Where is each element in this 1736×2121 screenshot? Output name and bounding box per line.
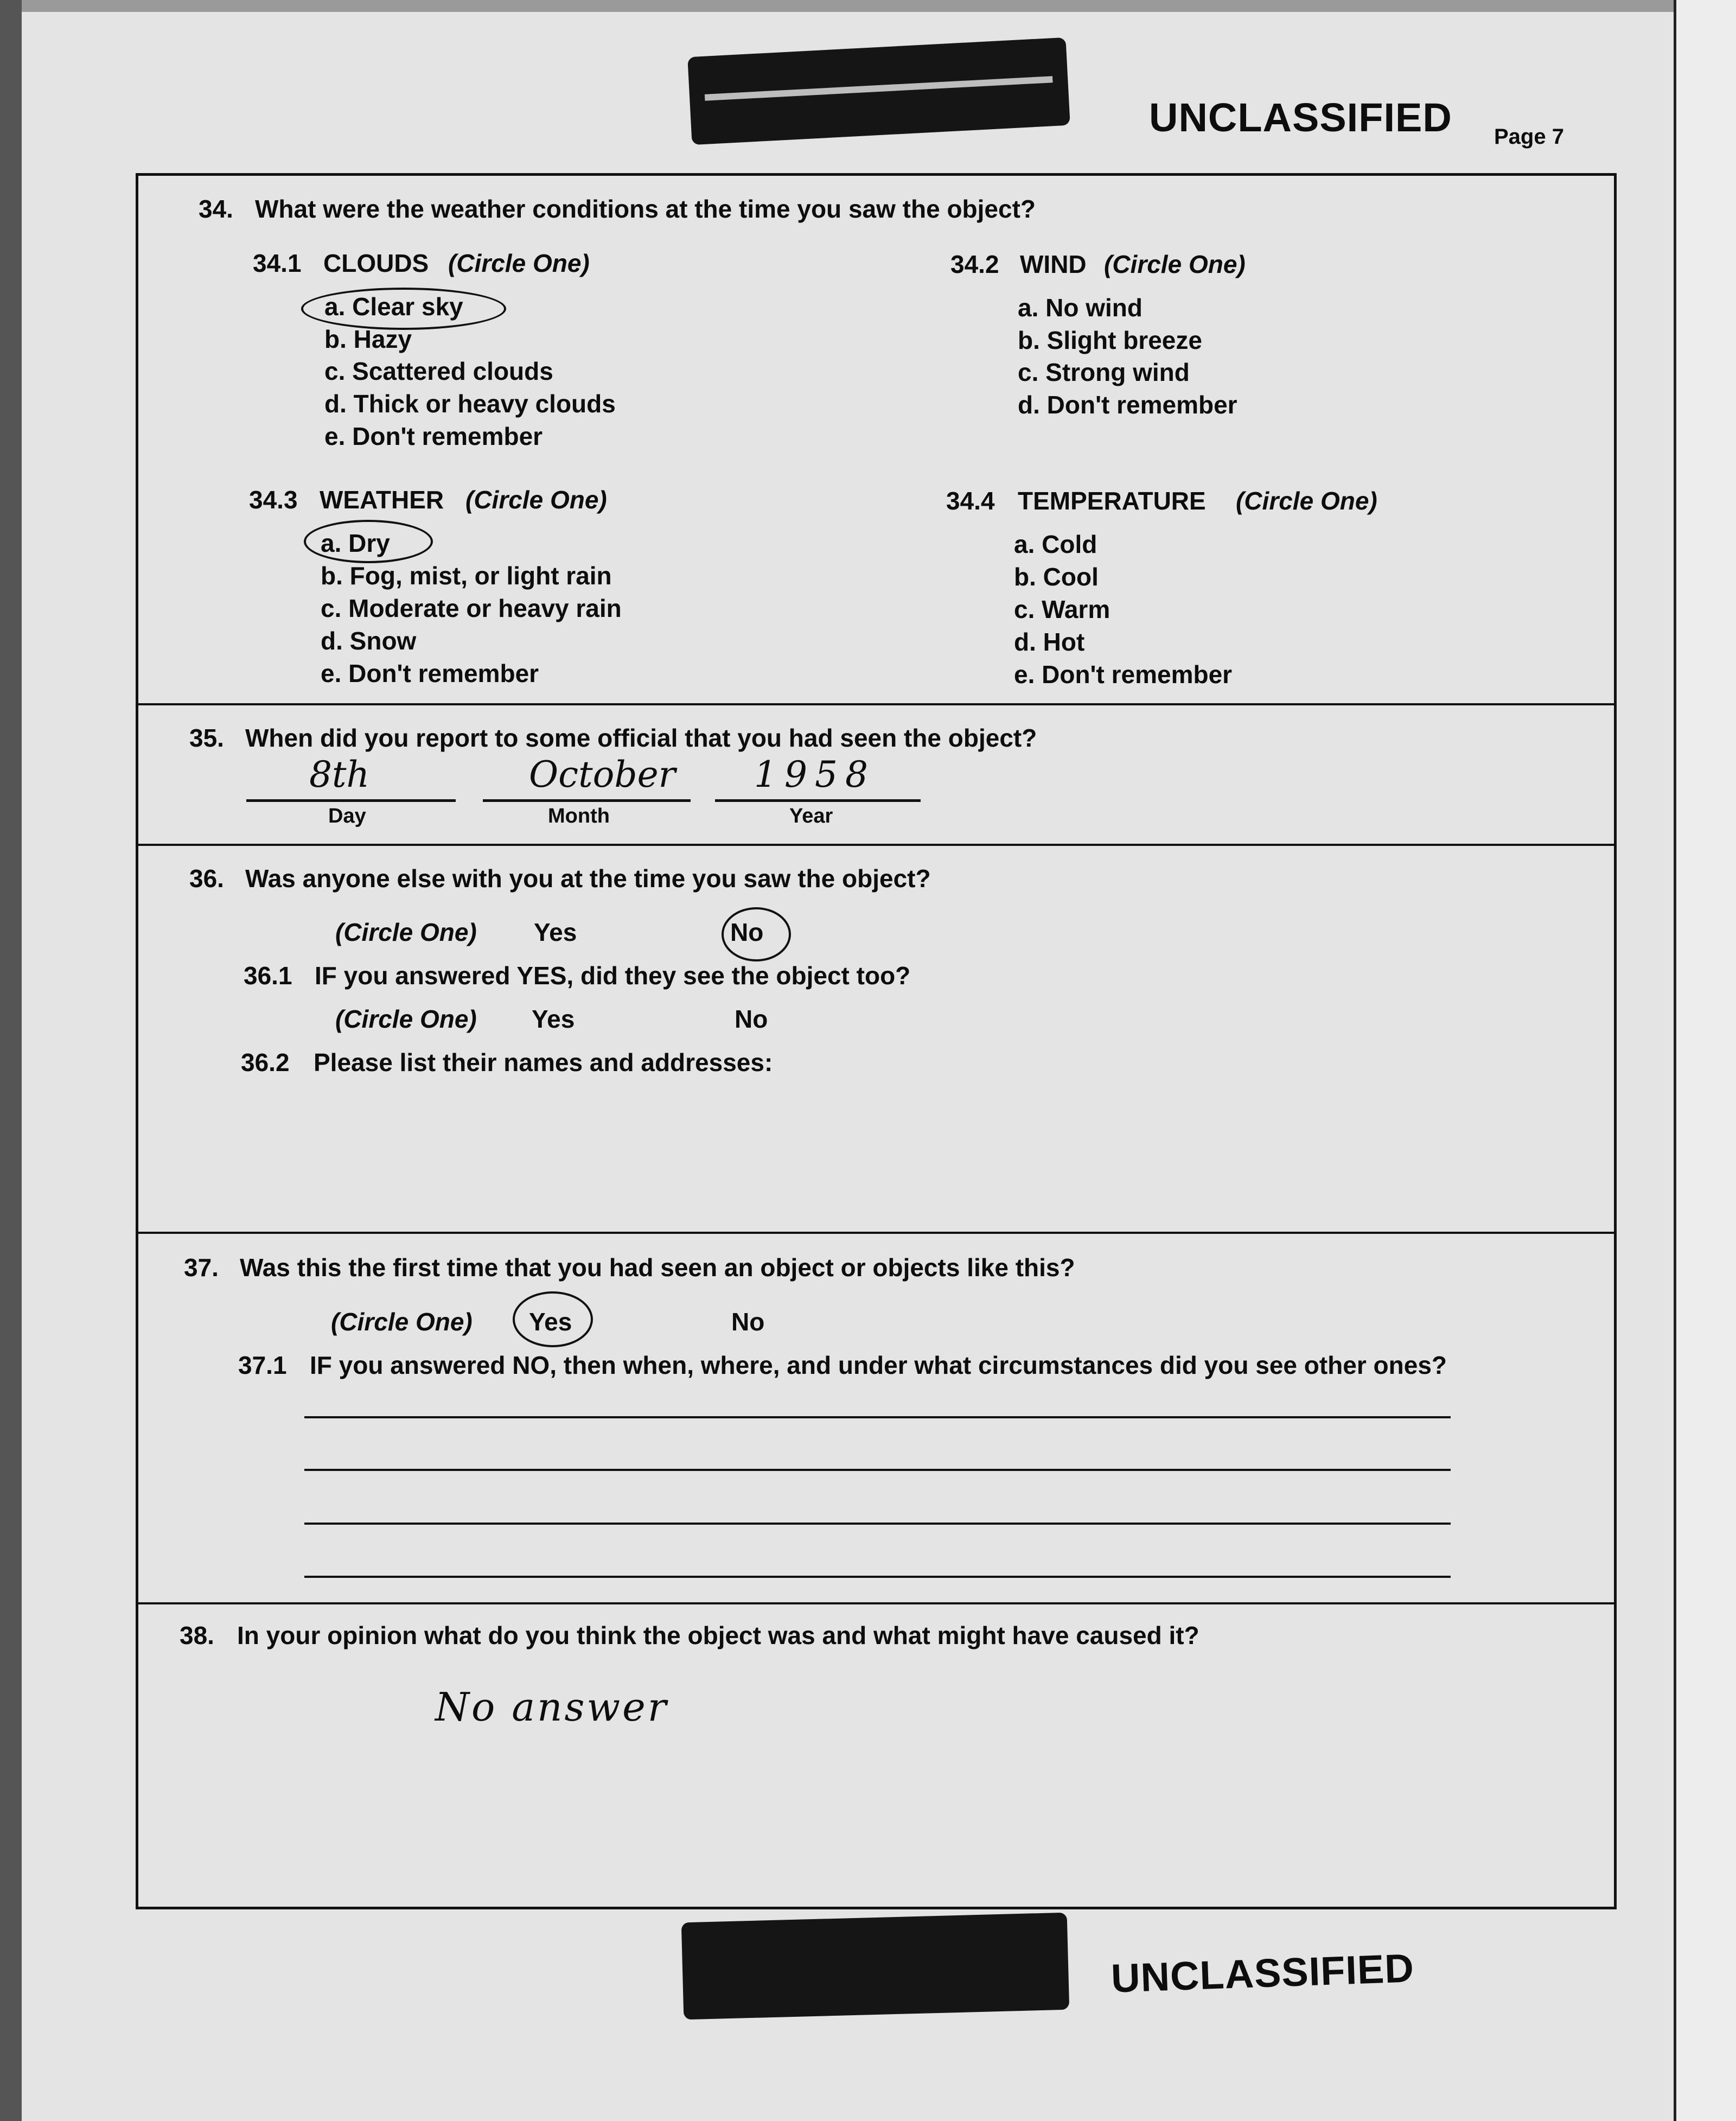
q36-1-text: IF you answered YES, did they see the object too?: [315, 961, 911, 990]
q34-text: What were the weather conditions at the time you saw the object?: [255, 195, 1036, 223]
temperature-option[interactable]: a. Cold: [1014, 530, 1097, 558]
wind-option[interactable]: a. No wind: [1018, 294, 1143, 322]
q35-text: When did you report to some official that you had seen the object?: [245, 724, 1037, 752]
q34-3-number: 34.3: [249, 486, 298, 514]
month-label: Month: [548, 805, 610, 827]
redaction-top: [687, 37, 1070, 145]
scan-edge-right: [1674, 0, 1736, 2121]
scan-edge-left: [0, 0, 22, 2121]
q34-1-title: CLOUDS: [323, 249, 429, 277]
clouds-option[interactable]: c. Scattered clouds: [324, 357, 553, 385]
q36-1-number: 36.1: [244, 961, 292, 990]
clouds-option[interactable]: b. Hazy: [324, 325, 412, 353]
q37-number: 37.: [184, 1253, 219, 1282]
classification-top: UNCLASSIFIED: [1149, 95, 1452, 140]
temperature-option[interactable]: d. Hot: [1014, 628, 1085, 656]
answer-line[interactable]: [304, 1576, 1451, 1578]
answer-line[interactable]: [304, 1416, 1451, 1418]
year-line: [715, 799, 921, 802]
q34-4-title: TEMPERATURE: [1018, 487, 1206, 515]
page-number: Page 7: [1494, 125, 1564, 149]
answer-line[interactable]: [304, 1523, 1451, 1525]
weather-option[interactable]: e. Don't remember: [321, 659, 539, 687]
weather-option[interactable]: c. Moderate or heavy rain: [321, 594, 622, 622]
selection-circle: [304, 520, 433, 563]
q38-text: In your opinion what do you think the object was and what might have caused it?: [237, 1621, 1199, 1649]
answer-line[interactable]: [304, 1469, 1451, 1471]
q36-1-no[interactable]: No: [735, 1005, 768, 1033]
q36-1-yes[interactable]: Yes: [532, 1005, 575, 1033]
q34-1-hint: (Circle One): [448, 249, 590, 277]
clouds-option[interactable]: a. Clear sky: [324, 292, 463, 321]
q37-1-text: IF you answered NO, then when, where, and under what circumstances did you see other ones?: [310, 1351, 1447, 1379]
day-label: Day: [328, 805, 366, 827]
q34-1-number: 34.1: [253, 249, 302, 277]
divider: [136, 1232, 1614, 1234]
weather-option[interactable]: d. Snow: [321, 627, 417, 655]
q34-2-number: 34.2: [950, 250, 999, 278]
q34-2-hint: (Circle One): [1104, 250, 1246, 278]
wind-option[interactable]: b. Slight breeze: [1018, 326, 1202, 354]
q34-4-number: 34.4: [946, 487, 995, 515]
wind-option[interactable]: c. Strong wind: [1018, 358, 1190, 386]
day-handwritten[interactable]: 8th: [309, 754, 370, 795]
clouds-option[interactable]: e. Don't remember: [324, 422, 543, 450]
divider: [136, 844, 1614, 846]
q34-4-hint: (Circle One): [1236, 487, 1377, 515]
q36-yes[interactable]: Yes: [534, 918, 577, 946]
month-handwritten[interactable]: October: [529, 754, 676, 795]
q36-1-hint: (Circle One): [335, 1005, 477, 1033]
q36-number: 36.: [189, 864, 224, 893]
q34-3-hint: (Circle One): [465, 486, 607, 514]
divider: [136, 703, 1614, 705]
divider: [136, 1602, 1614, 1604]
q34-3-title: WEATHER: [320, 486, 444, 514]
temperature-option[interactable]: e. Don't remember: [1014, 660, 1233, 689]
q37-no[interactable]: No: [731, 1308, 765, 1336]
temperature-option[interactable]: c. Warm: [1014, 595, 1110, 623]
q36-2-text: Please list their names and addresses:: [314, 1048, 773, 1077]
redaction-bottom: [681, 1913, 1069, 2020]
classification-bottom: UNCLASSIFIED: [1110, 1945, 1415, 2001]
year-label: Year: [789, 805, 833, 827]
q34-number: 34.: [199, 195, 233, 223]
q36-no[interactable]: No: [730, 918, 764, 946]
clouds-option[interactable]: d. Thick or heavy clouds: [324, 390, 616, 418]
weather-option[interactable]: b. Fog, mist, or light rain: [321, 562, 612, 590]
q36-text: Was anyone else with you at the time you saw the object?: [245, 864, 931, 893]
q36-2-number: 36.2: [241, 1048, 290, 1077]
wind-option[interactable]: d. Don't remember: [1018, 391, 1237, 419]
q37-yes[interactable]: Yes: [529, 1308, 572, 1336]
selection-circle: [301, 288, 506, 330]
q37-text: Was this the first time that you had seen an object or objects like this?: [240, 1253, 1075, 1282]
selection-circle: [513, 1291, 593, 1347]
day-line: [246, 799, 456, 802]
q37-hint: (Circle One): [331, 1308, 473, 1336]
q37-1-number: 37.1: [238, 1351, 287, 1379]
q38-number: 38.: [180, 1621, 214, 1649]
year-handwritten[interactable]: 1958: [754, 754, 876, 795]
q38-handwritten-answer[interactable]: No answer: [435, 1684, 669, 1730]
selection-circle: [722, 907, 791, 961]
q35-number: 35.: [189, 724, 224, 752]
month-line: [483, 799, 691, 802]
scan-edge-top: [0, 0, 1736, 12]
temperature-option[interactable]: b. Cool: [1014, 563, 1099, 591]
q36-hint: (Circle One): [335, 918, 477, 946]
q34-2-title: WIND: [1020, 250, 1087, 278]
weather-option[interactable]: a. Dry: [321, 529, 390, 557]
